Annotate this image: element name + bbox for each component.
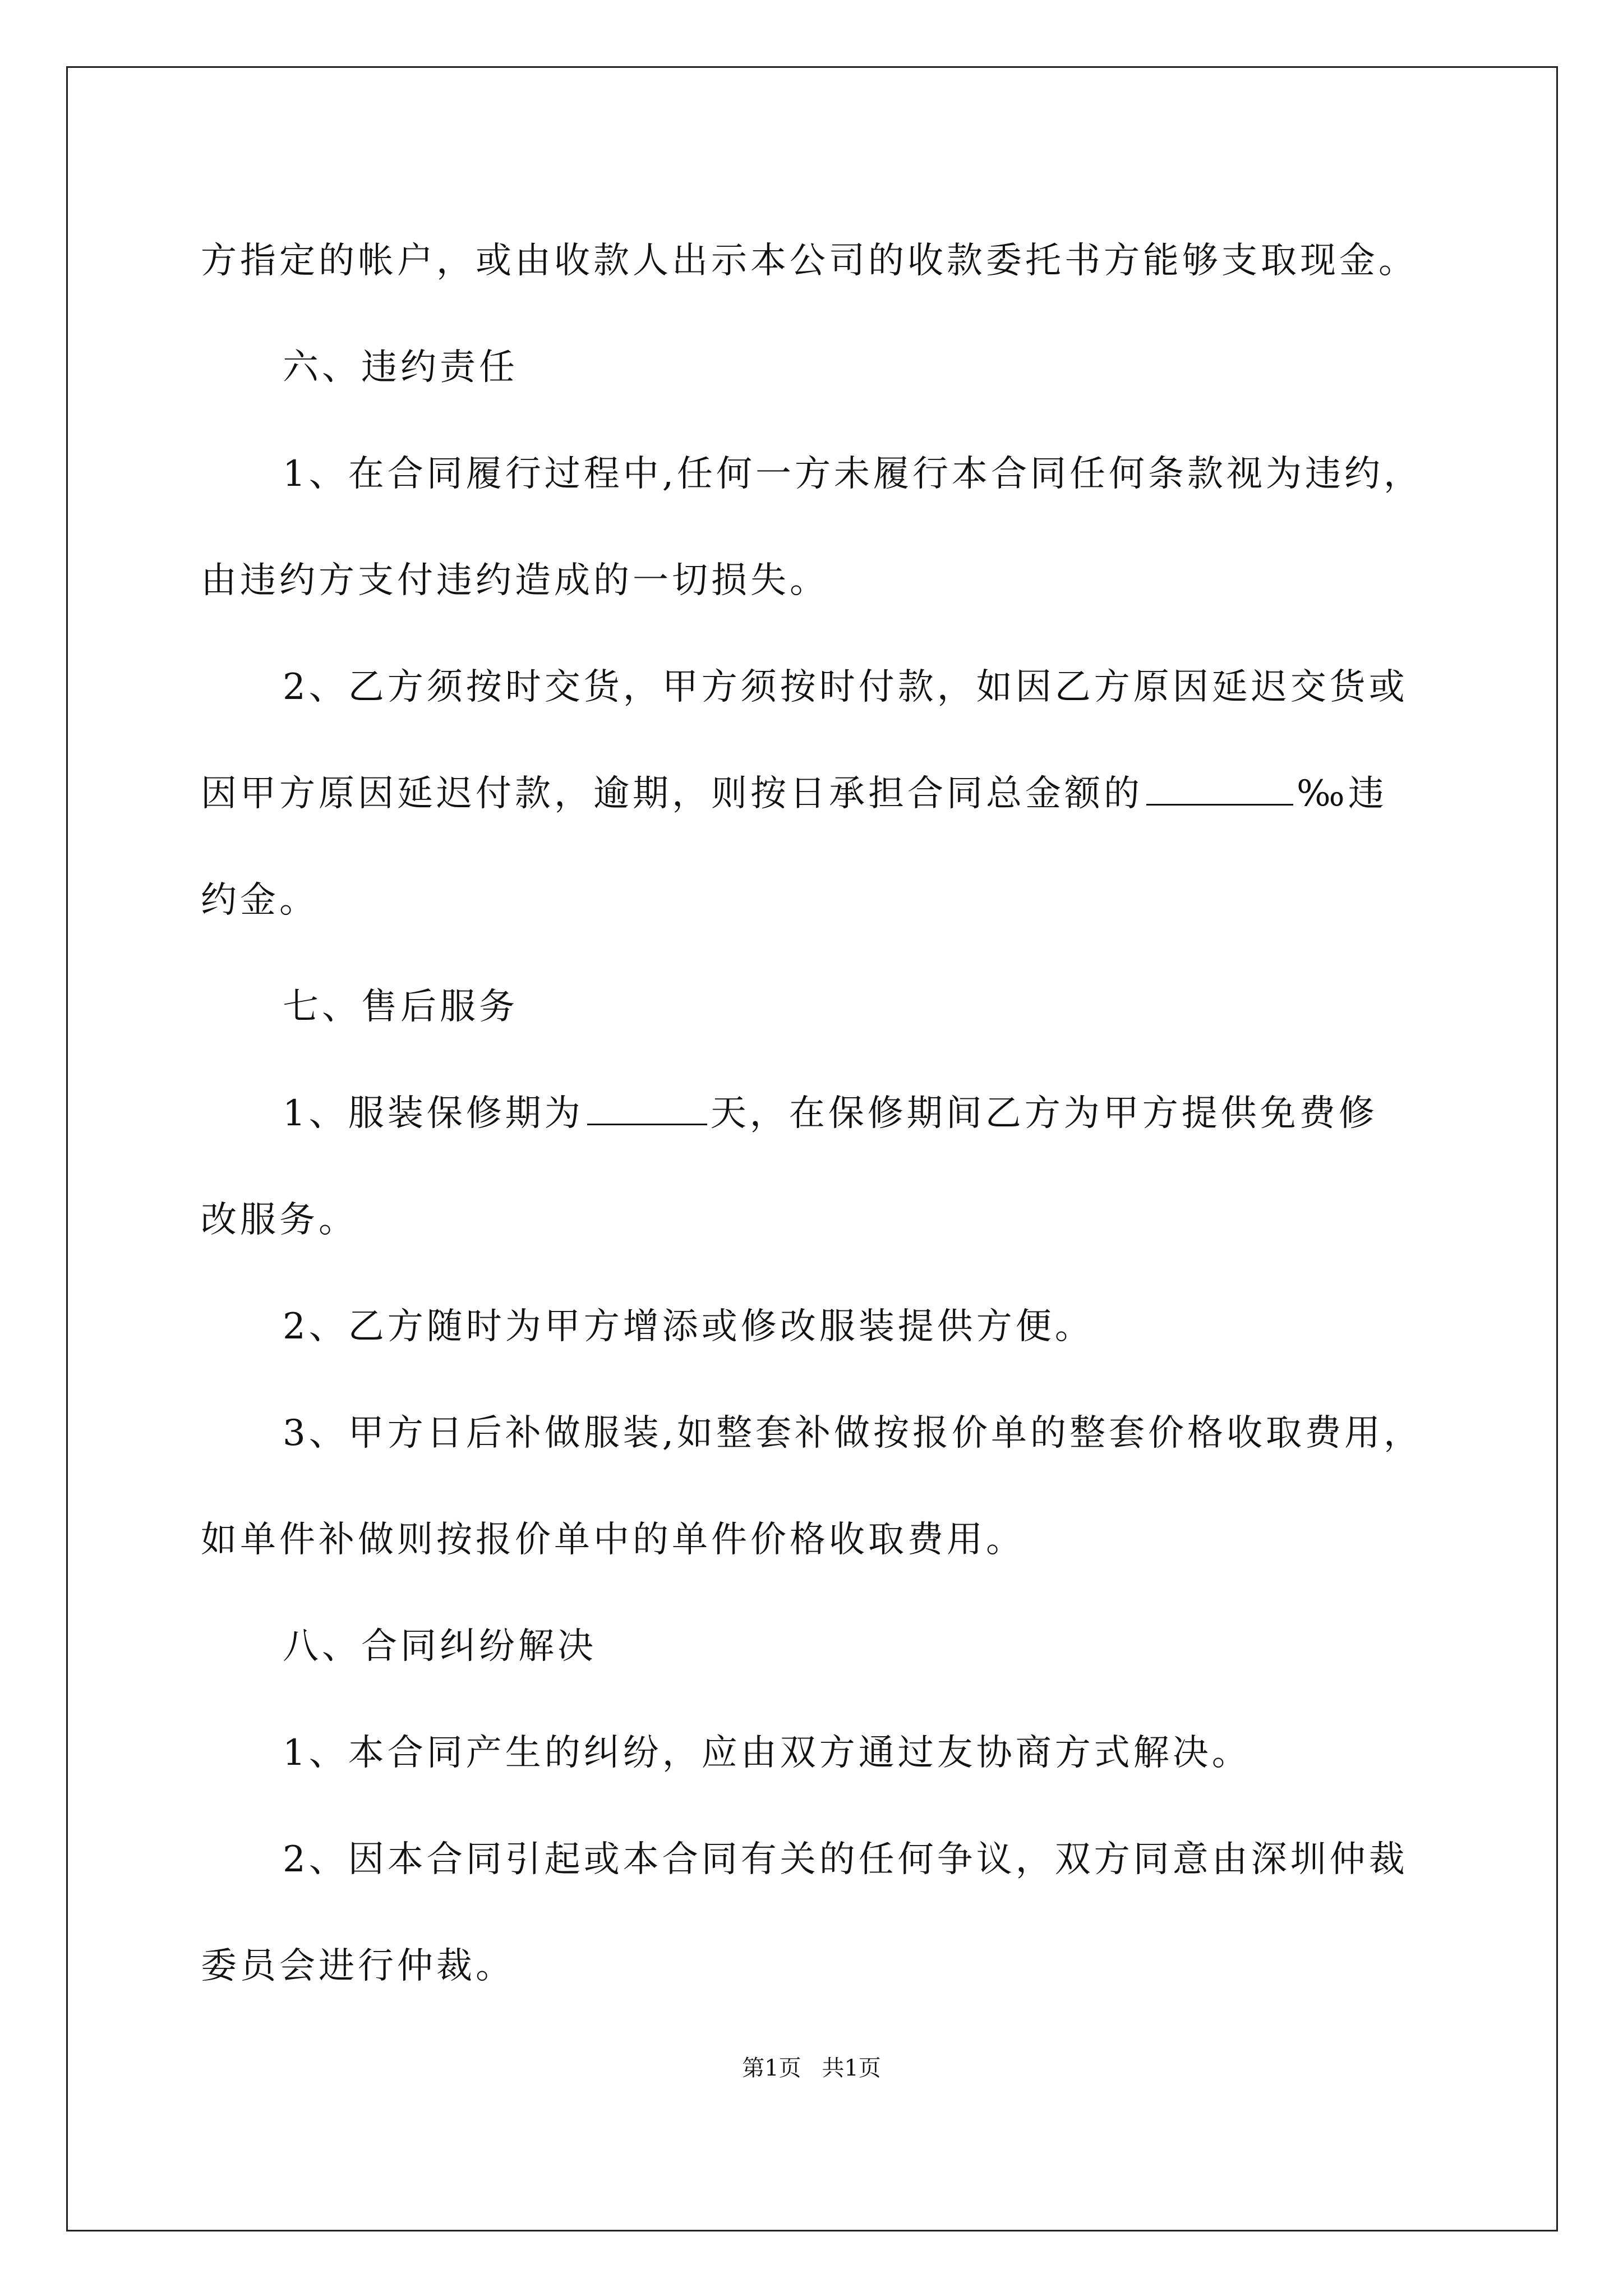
section-heading-disputes: 八、合同纠纷解决: [283, 1626, 597, 1667]
paragraph-line: 3、甲方日后补做服装,如整套补做按报价单的整套价格收取费用，: [283, 1412, 1423, 1454]
paragraph-line: 2、因本合同引起或本合同有关的任何争议，双方同意由深圳仲裁: [283, 1839, 1408, 1880]
document-body: [201, 208, 1423, 2019]
paragraph-line: 由违约方支付违约造成的一切损失。: [201, 560, 829, 601]
warranty-text-rest: 天，在保修期间乙方为甲方提供免费修: [710, 1093, 1378, 1134]
section-heading-breach: 六、违约责任: [283, 347, 518, 388]
paragraph-line-warranty: [201, 1060, 1423, 1167]
penalty-unit: ‰违: [1297, 773, 1387, 815]
penalty-text: 因甲方原因延迟付款，逾期，则按日承担合同总金额的: [201, 773, 1143, 815]
page-number: 第1页: [742, 2055, 801, 2081]
warranty-text: 1、服装保修期为: [283, 1093, 584, 1134]
paragraph-line: 如单件补做则按报价单中的单件价格收取费用。: [201, 1519, 1025, 1561]
paragraph-line: 方指定的帐户，或由收款人出示本公司的收款委托书方能够支取现金。: [201, 240, 1418, 282]
section-heading-after-sales: 七、售后服务: [283, 986, 518, 1028]
paragraph-line: 1、在合同履行过程中,任何一方未履行本合同任何条款视为违约，: [283, 453, 1423, 495]
paragraph-line: 2、乙方须按时交货，甲方须按时付款，如因乙方原因延迟交货或: [283, 666, 1408, 708]
page-footer: [0, 2050, 1623, 2082]
paragraph-line: 委员会进行仲裁。: [201, 1945, 515, 1987]
page-total: 共1页: [822, 2055, 881, 2081]
paragraph-line: 约金。: [201, 880, 319, 921]
penalty-rate-blank[interactable]: [1146, 775, 1293, 806]
paragraph-line-penalty: [201, 740, 1423, 847]
paragraph-line: 2、乙方随时为甲方增添或修改服装提供方便。: [283, 1306, 1094, 1347]
paragraph-line: 1、本合同产生的纠纷，应由双方通过友协商方式解决。: [283, 1732, 1251, 1774]
warranty-days-blank[interactable]: [587, 1094, 707, 1125]
paragraph-line: 改服务。: [201, 1199, 358, 1241]
